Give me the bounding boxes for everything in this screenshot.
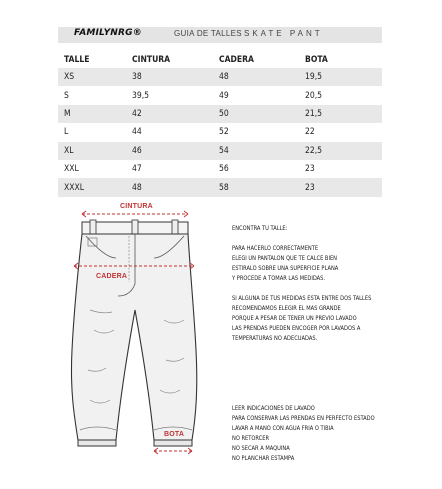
table-cell: M xyxy=(58,105,126,123)
care-line: NO RETORCER xyxy=(232,436,270,442)
table-cell: XL xyxy=(58,142,126,160)
column-header-cintura: CINTURA xyxy=(132,54,171,65)
table-row xyxy=(58,142,382,160)
instruction-line: TEMPERATURAS NO ADECUADAS. xyxy=(232,336,318,342)
pants-diagram xyxy=(60,200,230,485)
size-instructions xyxy=(232,224,432,344)
table-row xyxy=(58,86,382,104)
table-body xyxy=(58,68,382,197)
brand-logo: FAMILYNRG® xyxy=(74,28,142,38)
table-row xyxy=(58,68,382,86)
table-cell: 38 xyxy=(126,68,213,86)
table-cell: 22,5 xyxy=(299,142,382,160)
table-cell: 50 xyxy=(213,105,299,123)
care-instructions xyxy=(232,404,432,464)
table-row xyxy=(58,160,382,178)
instruction-line: PARA HACERLO CORRECTAMENTE xyxy=(232,246,319,252)
product-name: SKATE PANT xyxy=(244,29,323,38)
table-cell: XS xyxy=(58,68,126,86)
instructions-title: ENCONTRA TU TALLE: xyxy=(232,226,288,232)
table-cell: 39,5 xyxy=(132,90,150,101)
table-cell: 20,5 xyxy=(305,90,323,101)
column-header-bota: BOTA xyxy=(305,54,328,65)
hip-label: CADERA xyxy=(96,273,128,280)
care-line: PARA CONSERVAR LAS PRENDAS EN PERFECTO ESTADO xyxy=(232,416,375,422)
column-header-talle: TALLE xyxy=(64,54,90,65)
instruction-line: ESTIRALO SOBRE UNA SUPERFICIE PLANA xyxy=(232,266,339,272)
size-table xyxy=(58,51,382,197)
table-cell: 23 xyxy=(299,178,382,196)
table-cell: XXXL xyxy=(58,178,126,196)
table-cell: 48 xyxy=(213,68,299,86)
pants-illustration xyxy=(60,200,230,485)
instruction-line: RECOMENDAMOS ELEGIR EL MAS GRANDE xyxy=(232,306,341,312)
table-cell: 19,5 xyxy=(299,68,382,86)
table-cell: 21,5 xyxy=(299,105,382,123)
hem-label: BOTA xyxy=(164,431,185,438)
table-cell: 46 xyxy=(126,142,213,160)
table-row xyxy=(58,178,382,196)
guide-header xyxy=(58,27,382,43)
table-cell: 42 xyxy=(126,105,213,123)
waist-label: CINTURA xyxy=(120,203,153,210)
table-cell: 52 xyxy=(219,127,229,138)
instruction-line: SI ALGUNA DE TUS MEDIDAS ESTA ENTRE DOS TALLES xyxy=(232,296,372,302)
table-cell: 49 xyxy=(219,90,229,101)
table-cell: 56 xyxy=(219,164,229,175)
table-cell: 44 xyxy=(132,127,142,138)
table-cell: 22 xyxy=(305,127,315,138)
instruction-line: LAS PRENDAS PUEDEN ENCOGER POR LAVADOS A xyxy=(232,326,361,332)
instruction-line: Y PROCEDE A TOMAR LAS MEDIDAS. xyxy=(232,276,326,282)
table-cell: 58 xyxy=(213,178,299,196)
instruction-line: PORQUE A PESAR DE TENER UN PREVIO LAVADO xyxy=(232,316,357,322)
table-cell: 48 xyxy=(126,178,213,196)
table-header-row xyxy=(58,51,382,68)
care-line: LEER INDICACIONES DE LAVADO xyxy=(232,406,315,412)
care-line: NO SECAR A MAQUINA xyxy=(232,446,290,452)
care-line: NO PLANCHAR ESTAMPA xyxy=(232,456,295,462)
table-row xyxy=(58,123,382,141)
table-cell: 47 xyxy=(132,164,142,175)
column-header-cadera: CADERA xyxy=(219,54,254,65)
table-cell: XXL xyxy=(64,164,79,175)
guide-title: GUIA DE TALLES xyxy=(174,29,242,38)
table-cell: 23 xyxy=(305,164,315,175)
care-line: LAVAR A MANO CON AGUA FRIA O TIBIA xyxy=(232,426,334,432)
instruction-line: ELEGI UN PANTALON QUE TE CALCE BIEN xyxy=(232,256,338,262)
table-cell: L xyxy=(64,127,69,138)
table-cell: S xyxy=(64,90,69,101)
table-cell: 54 xyxy=(213,142,299,160)
table-row xyxy=(58,105,382,123)
